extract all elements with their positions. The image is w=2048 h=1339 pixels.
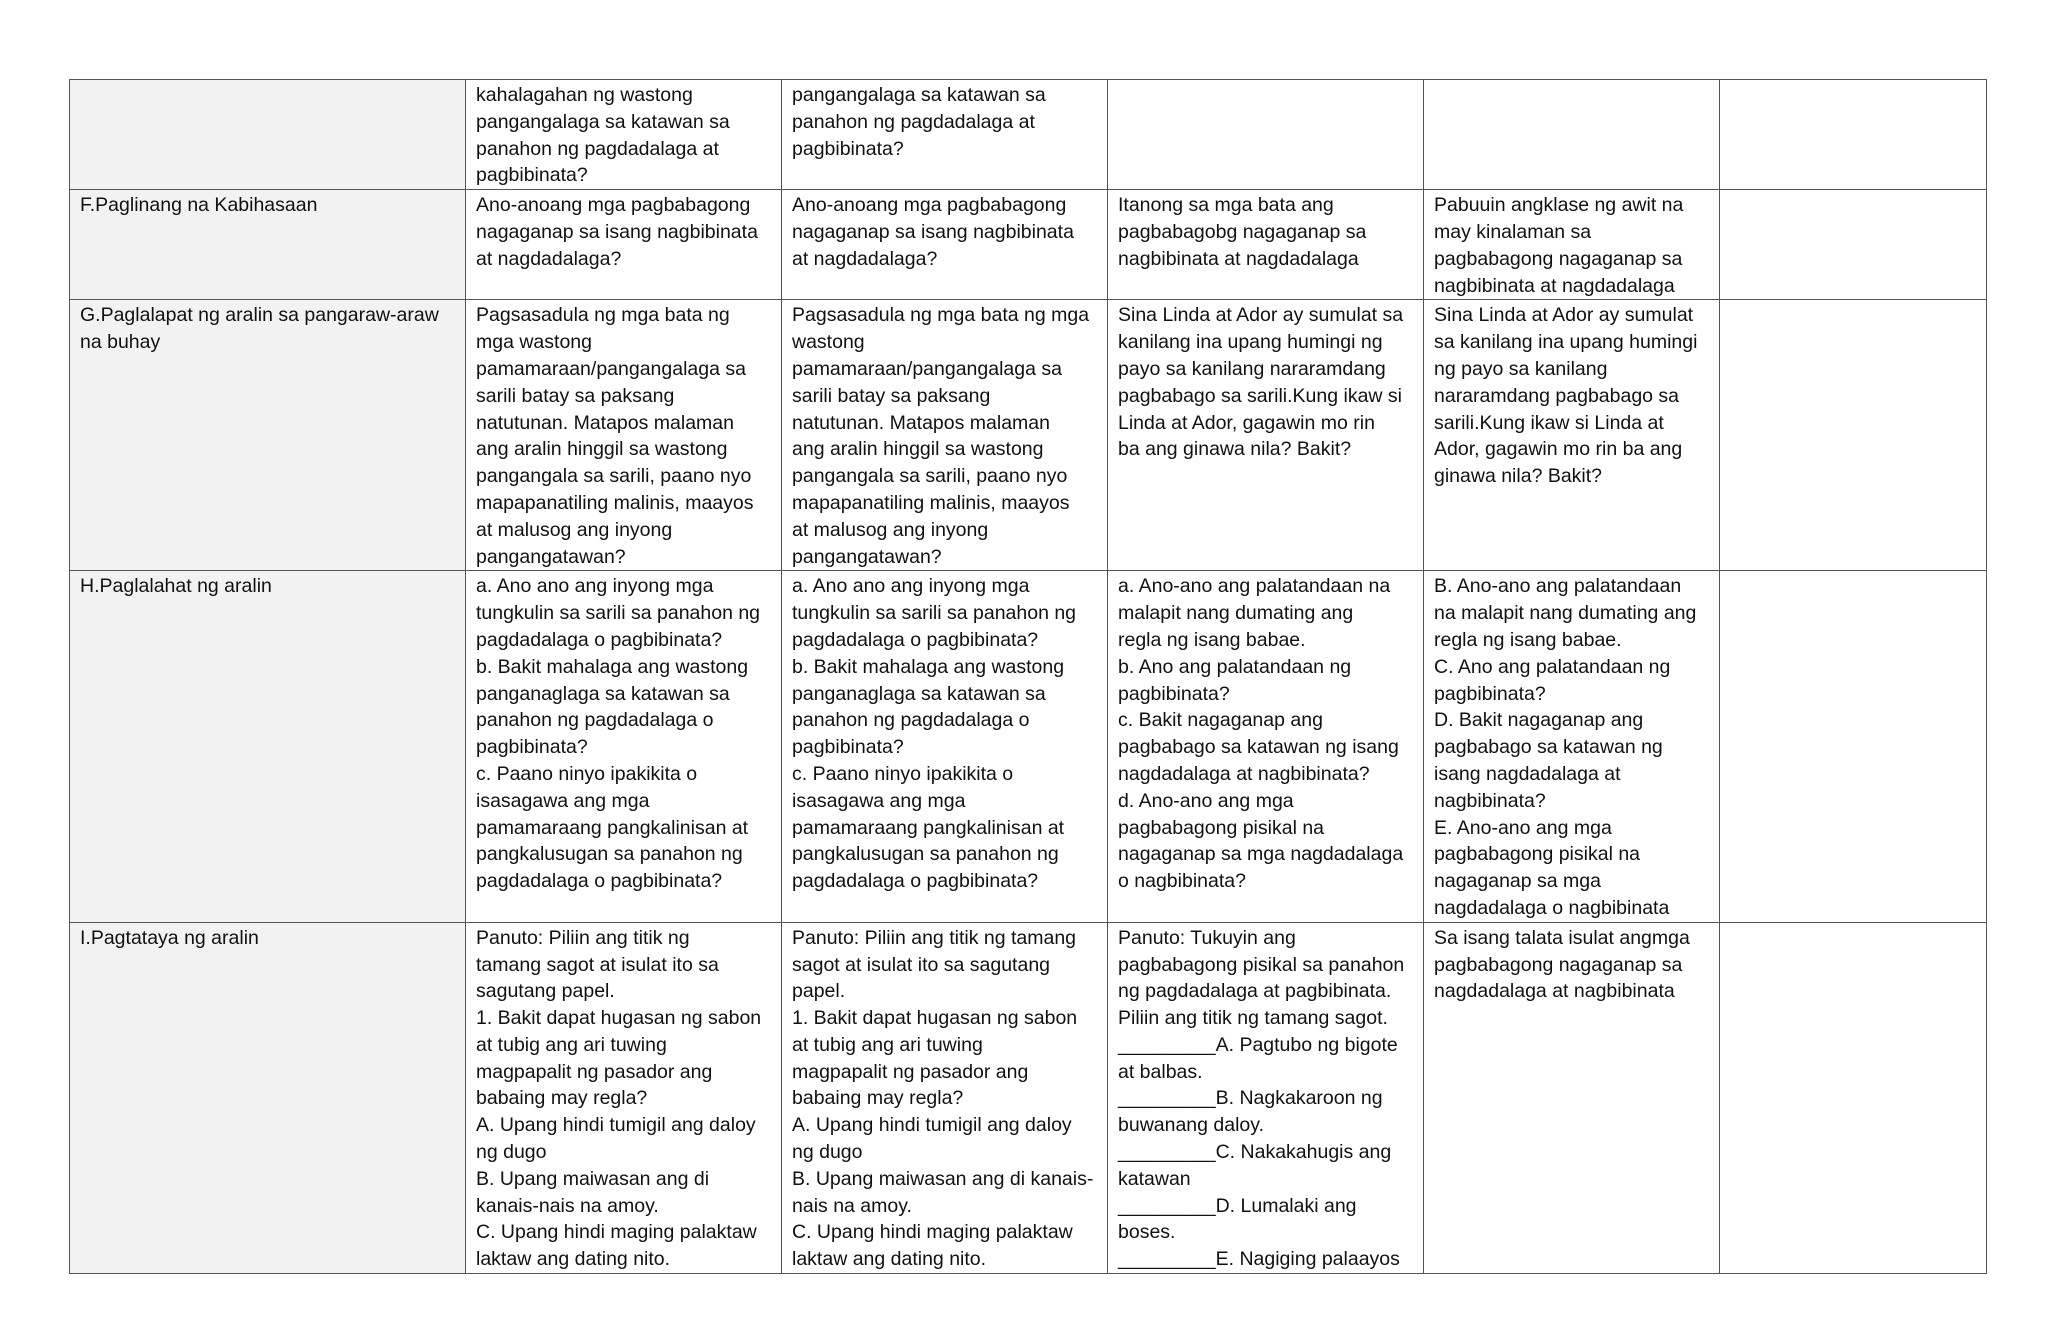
table-cell (1720, 80, 1987, 190)
table-cell: Pabuuin angklase ng awit na may kinalaman sa pagbabagong nagaganap sa nagbibinata at nagdadalaga (1424, 190, 1720, 300)
table-cell (1424, 80, 1720, 190)
table-cell (1720, 300, 1987, 571)
table-cell: Pagsasadula ng mga bata ng mga wastong pamamaraan/pangangalaga sa sarili batay sa paksang natutunan. Matapos malaman ang aralin hinggil sa wastong pangangala sa sarili, paano nyo mapapanatiling malinis, maayos at malusog ang inyong pangangatawan? (466, 300, 782, 571)
table-cell: kahalagahan ng wastong pangangalaga sa katawan sa panahon ng pagdadalaga at pagbibinata? (466, 80, 782, 190)
table-cell: Sina Linda at Ador ay sumulat sa kanilang ina upang humingi ng payo sa kanilang nararamdang pagbabago sa sarili.Kung ikaw si Linda at Ador, gagawin mo rin ba ang ginawa nila? Bakit? (1108, 300, 1424, 571)
table-cell: Ano-anoang mga pagbabagong nagaganap sa isang nagbibinata at nagdadalaga? (782, 190, 1108, 300)
table-cell: Sina Linda at Ador ay sumulat sa kanilang ina upang humingi ng payo sa kanilang nararamdang pagbabago sa sarili.Kung ikaw si Linda at Ador, gagawin mo rin ba ang ginawa nila? Bakit? (1424, 300, 1720, 571)
row-label: I.Pagtataya ng aralin (70, 922, 466, 1273)
table-cell (1720, 922, 1987, 1273)
table-cell: Sa isang talata isulat angmga pagbabagong nagaganap sa nagdadalaga at nagbibinata (1424, 922, 1720, 1273)
table-cell (1720, 571, 1987, 922)
table-cell: a. Ano-ano ang palatandaan na malapit nang dumating ang regla ng isang babae. b. Ano ang palatandaan ng pagbibinata? c. Bakit nagaganap ang pagbabago sa katawan ng isang nagdadalaga at nagbibinata? d. Ano-ano ang mga pagbabagong pisikal na nagaganap sa mga nagdadalaga o nagbibinata? (1108, 571, 1424, 922)
row-label: G.Paglalapat ng aralin sa pangaraw-araw na buhay (70, 300, 466, 571)
table-cell (1720, 190, 1987, 300)
lesson-plan-table (69, 79, 1987, 1274)
table-row (70, 922, 1987, 1273)
table-cell: Panuto: Tukuyin ang pagbabagong pisikal sa panahon ng pagdadalaga at pagbibinata. Piliin ang titik ng tamang sagot. _________A. Pagtubo ng bigote at balbas. _________B. Nagkakaroon ng buwanang daloy. _________C. Nakakahugis ang katawan _________D. Lumalaki ang boses. _________E. Nagiging palaayos (1108, 922, 1424, 1273)
table-cell: a. Ano ano ang inyong mga tungkulin sa sarili sa panahon ng pagdadalaga o pagbibinata? b. Bakit mahalaga ang wastong panganaglaga sa katawan sa panahon ng pagdadalaga o pagbibinata? c. Paano ninyo ipakikita o isasagawa ang mga pamamaraang pangkalinisan at pangkalusugan sa panahon ng pagdadalaga o pagbibinata? (466, 571, 782, 922)
table-cell: Ano-anoang mga pagbabagong nagaganap sa isang nagbibinata at nagdadalaga? (466, 190, 782, 300)
table-cell (1108, 80, 1424, 190)
table-row (70, 80, 1987, 190)
row-label (70, 80, 466, 190)
table-cell: Panuto: Piliin ang titik ng tamang sagot at isulat ito sa sagutang papel. 1. Bakit dapat hugasan ng sabon at tubig ang ari tuwing magpapalit ng pasador ang babaing may regla? A. Upang hindi tumigil ang daloy ng dugo B. Upang maiwasan ang di kanais-nais na amoy. C. Upang hindi maging palaktaw laktaw ang dating nito. (466, 922, 782, 1273)
table-cell: a. Ano ano ang inyong mga tungkulin sa sarili sa panahon ng pagdadalaga o pagbibinata? b. Bakit mahalaga ang wastong panganaglaga sa katawan sa panahon ng pagdadalaga o pagbibinata? c. Paano ninyo ipakikita o isasagawa ang mga pamamaraang pangkalinisan at pangkalusugan sa panahon ng pagdadalaga o pagbibinata? (782, 571, 1108, 922)
table-cell: Itanong sa mga bata ang pagbabagobg nagaganap sa nagbibinata at nagdadalaga (1108, 190, 1424, 300)
row-label: H.Paglalahat ng aralin (70, 571, 466, 922)
table-cell: Pagsasadula ng mga bata ng mga wastong pamamaraan/pangangalaga sa sarili batay sa paksang natutunan. Matapos malaman ang aralin hinggil sa wastong pangangala sa sarili, paano nyo mapapanatiling malinis, maayos at malusog ang inyong pangangatawan? (782, 300, 1108, 571)
table-cell: B. Ano-ano ang palatandaan na malapit nang dumating ang regla ng isang babae. C. Ano ang palatandaan ng pagbibinata? D. Bakit nagaganap ang pagbabago sa katawan ng isang nagdadalaga at nagbibinata? E. Ano-ano ang mga pagbabagong pisikal na nagaganap sa mga nagdadalaga o nagbibinata (1424, 571, 1720, 922)
table-row (70, 190, 1987, 300)
table-row (70, 300, 1987, 571)
row-label: F.Paglinang na Kabihasaan (70, 190, 466, 300)
table-cell: pangangalaga sa katawan sa panahon ng pagdadalaga at pagbibinata? (782, 80, 1108, 190)
table-row (70, 571, 1987, 922)
lesson-plan-sheet (69, 79, 1986, 1274)
table-cell: Panuto: Piliin ang titik ng tamang sagot at isulat ito sa sagutang papel. 1. Bakit dapat hugasan ng sabon at tubig ang ari tuwing magpapalit ng pasador ang babaing may regla? A. Upang hindi tumigil ang daloy ng dugo B. Upang maiwasan ang di kanais- nais na amoy. C. Upang hindi maging palaktaw laktaw ang dating nito. (782, 922, 1108, 1273)
